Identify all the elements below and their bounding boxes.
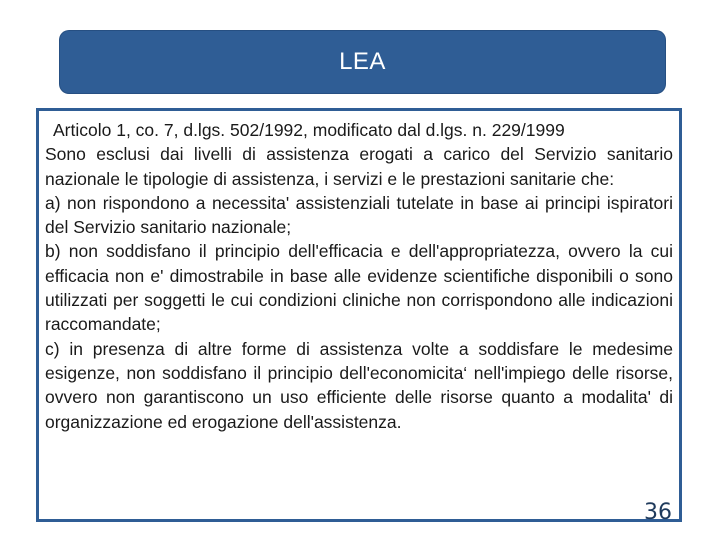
intro-paragraph: Sono esclusi dai livelli di assistenza erogati a carico del Servizio sanitario nazionale le tipologie di assistenza, i servizi e le prestazioni sanitarie che: — [45, 144, 673, 189]
item-b: b) non soddisfano il principio dell'efficacia e dell'appropriatezza, ovvero la cui efficacia non e' dimostrabile in base alle evidenze scientifiche disponibili o sono utilizzati per soggetti le cui condizioni cliniche non corrispondono alle indicazioni raccomandate; — [45, 241, 673, 335]
page-number: 36 — [644, 500, 672, 525]
item-a: a) non rispondono a necessita' assistenziali tutelate in base ai principi ispiratori del Servizio sanitario nazionale; — [45, 192, 673, 238]
slide-title: LEA — [339, 48, 386, 75]
title-banner — [60, 31, 665, 93]
body-text — [45, 118, 673, 434]
law-reference-heading: Articolo 1, co. 7, d.lgs. 502/1992, modificato dal d.lgs. n. 229/1999 — [53, 120, 565, 140]
item-c: c) in presenza di altre forme di assistenza volte a soddisfare le medesime esigenze, non soddisfano il principio dell'economicita‘ nell'impiego delle risorse, ovvero non garantiscono un uso efficiente delle risorse quanto a modalita' di organizzazione ed erogazione dell'assistenza. — [45, 338, 673, 432]
